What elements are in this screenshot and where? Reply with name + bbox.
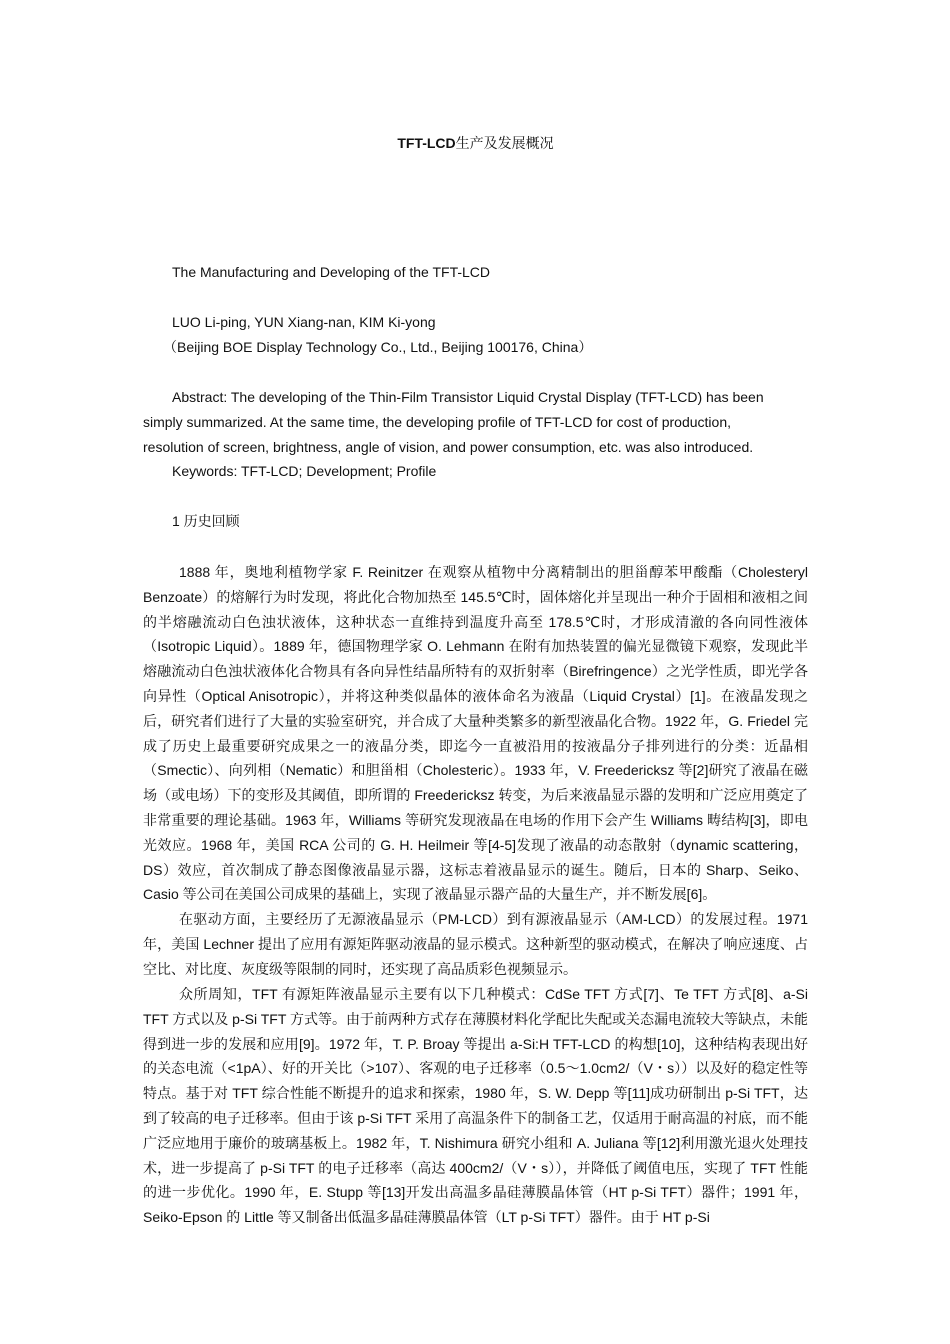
section-heading: 1 历史回顾 [172, 513, 240, 529]
abstract-line-3: resolution of screen, brightness, angle of vision, and power consumption, etc. was also introduced. [143, 439, 754, 455]
keywords: Keywords: TFT-LCD; Development; Profile [172, 463, 437, 479]
abstract-line-1: Abstract: The developing of the Thin-Film Transistor Liquid Crystal Display (TFT-LCD) has been [172, 389, 764, 405]
authors: LUO Li-ping, YUN Xiang-nan, KIM Ki-yong [172, 314, 436, 330]
body-paragraph-1: 1888 年，奥地利植物学家 F. Reinitzer 在观察从植物中分离精制出的胆甾醇苯甲酸酯（Cholesteryl Benzoate）的熔解行为时发现，将此化合物加热至 145.5℃时，固体熔化并呈现出一种介于固相和液相之间的半熔融流动白色浊状液体，这种状态一直维持到温度升高至 178.5℃时，才形成清澈的各向同性液体（Isotropic Liquid）。1889 年，德国物理学家 O. Lehmann 在附有加热装置的偏光显微镜下观察，发现此半熔融流动白色浊状液体化合物具有各向异性结晶所特有的双折射率（Birefringence）之光学性质，即光学各向异性（Optical Anisotropic），并将这种类似晶体的液体命名为液晶（Liquid Crystal）[1]。在液晶发现之后，研究者们进行了大量的实验室研究，并合成了大量种类繁多的新型液晶化合物。1922 年，G. Friedel 完成了历史上最重要研究成果之一的液晶分类，即迄今一直被沿用的按液晶分子排列进行的分类：近晶相（Smectic）、向列相（Nematic）和胆甾相（Cholesteric）。1933 年，V. Freedericksz 等[2]研究了液晶在磁场（或电场）下的变形及其阈值，即所谓的 Freedericksz 转变，为后来液晶显示器的发明和广泛应用奠定了非常重要的理论基础。1963 年，Williams 等研究发现液晶在电场的作用下会产生 Williams 畴结构[3]，即电光效应。1968 年，美国 RCA 公司的 G. H. Heilmeir 等[4-5]发现了液晶的动态散射（dynamic scattering，DS）效应，首次制成了静态图像液晶显示器，这标志着液晶显示的诞生。随后，日本的 Sharp、Seiko、Casio 等公司在美国公司成果的基础上，实现了液晶显示器产品的大量生产，并不断发展[6]。 [143, 564, 808, 903]
affiliation: （Beijing BOE Display Technology Co., Ltd., Beijing 100176, China） [163, 339, 593, 355]
paper-title-en: TFT-LCD [397, 135, 456, 151]
body-paragraph-2: 在驱动方面，主要经历了无源液晶显示（PM-LCD）到有源液晶显示（AM-LCD）的发展过程。1971 年，美国 Lechner 提出了应用有源矩阵驱动液晶的显示模式。这种新型的驱动模式，在解决了响应速度、占空比、对比度、灰度级等限制的同时，还实现了高品质彩色视频显示。 [143, 911, 808, 977]
body-paragraph-3: 众所周知，TFT 有源矩阵液晶显示主要有以下几种模式：CdSe TFT 方式[7]、Te TFT 方式[8]、a-Si TFT 方式以及 p-Si TFT 方式等。由于前两种方式存在薄膜材料化学配比失配或关态漏电流较大等缺点，未能得到进一步的发展和应用[9]。1972 年，T. P. Broay 等提出 a-Si:H TFT-LCD 的构想[10]，这种结构表现出好的关态电流（<1pA）、好的开关比（>107）、客观的电子迁移率（0.5～1.0cm2/（V・s））以及好的稳定性等特点。基于对 TFT 综合性能不断提升的追求和探索，1980 年，S. W. Depp 等[11]成功研制出 p-Si TFT，达到了较高的电子迁移率。但由于该 p-Si TFT 采用了高温条件下的制备工艺，仅适用于耐高温的衬底，而不能广泛应地用于廉价的玻璃基板上。1982 年，T. Nishimura 研究小组和 A. Juliana 等[12]利用激光退火处理技术，进一步提高了 p-Si TFT 的电子迁移率（高达 400cm2/（V・s）），并降低了阈值电压，实现了 TFT 性能的进一步优化。1990 年，E. Stupp 等[13]开发出高温多晶硅薄膜晶体管（HT p-Si TFT）器件；1991 年，Seiko-Epson 的 Little 等又制备出低温多晶硅薄膜晶体管（LT p-Si TFT）器件。由于 HT p-Si [143, 986, 809, 1226]
paper-title-zh: 生产及发展概况 [455, 135, 554, 151]
paper-title [143, 133, 808, 153]
abstract-line-2: simply summarized. At the same time, the developing profile of TFT-LCD for cost of production, [143, 414, 731, 430]
english-title: The Manufacturing and Developing of the TFT-LCD [172, 264, 491, 280]
